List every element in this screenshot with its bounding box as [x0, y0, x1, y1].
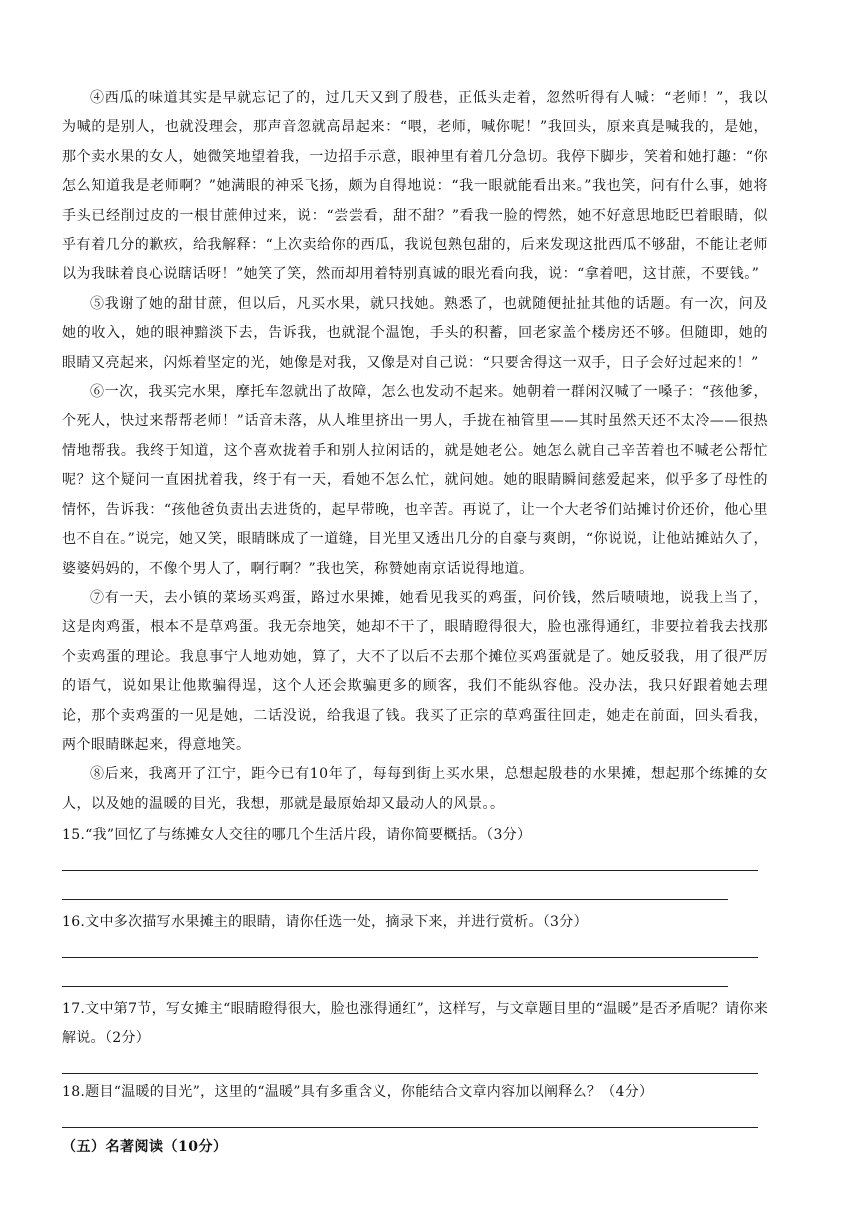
question-18: 18.题目“温暖的目光”，这里的“温暖”具有多重含义，你能结合文章内容加以阐释么？（4分） [62, 1084, 654, 1101]
paragraph-8: ⑧后来，我离开了江宁，距今已有10年了，每每到街上买水果，总想起殷巷的水果摊，想起那个练摊的女人，以及她的温暖的目光，我想，那就是最原始却又最动人的风景。。 [62, 766, 768, 812]
answer-line[interactable] [62, 986, 728, 987]
question-17: 17.文中第7节，写女摊主“眼睛瞪得很大，脸也涨得通红”，这样写，与文章题目里的“温暖”是否矛盾呢？请你来解说。（2分） [62, 1001, 768, 1047]
answer-line[interactable] [62, 1073, 758, 1074]
paragraph-7: ⑦有一天，去小镇的菜场买鸡蛋，路过水果摊，她看见我买的鸡蛋，问价钱，然后啧啧地，说我上当了，这是肉鸡蛋，根本不是草鸡蛋。我无奈地笑，她却不干了，眼睛瞪得很大，脸也涨得通红，非要拉着我去找那个卖鸡蛋的理论。我息事宁人地劝她，算了，大不了以后不去那个摊位买鸡蛋就是了。她反驳我，用了很严厉的语气，说如果让他欺骗得逞，这个人还会欺骗更多的顾客，我们不能纵容他。没办法，我只好跟着她去理论，那个卖鸡蛋的一见是她，二话没说，给我退了钱。我买了正宗的草鸡蛋往回走，她走在前面，回头看我，两个眼睛眯起来，得意地笑。 [62, 589, 768, 753]
paragraph-4: ④西瓜的味道其实是早就忘记了的，过几天又到了殷巷，正低头走着，忽然听得有人喊：“老师！”，我以为喊的是别人，也就没理会，那声音忽就高昂起来：“喂，老师，喊你呢！”我回头，原来真是喊我的，是她，那个卖水果的女人，她微笑地望着我，一边招手示意，眼神里有着几分急切。我停下脚步，笑着和她打趣：“你怎么知道我是老师啊？”她满眼的神采飞扬，颇为自得地说：“我一眼就能看出来。”我也笑，问有什么事，她将手头已经削过皮的一根甘蔗伸过来，说：“尝尝看，甜不甜？”看我一脸的愕然，她不好意思地眨巴着眼睛，似乎有着几分的歉疚，给我解释：“上次卖给你的西瓜，我说包熟包甜的，后来发现这批西瓜不够甜，不能让老师以为我昧着良心说瞎话呀！”她笑了笑，然而却用着特别真诚的眼光看向我，说：“拿着吧，这甘蔗，不要钱。” [62, 90, 768, 283]
answer-line[interactable] [62, 1127, 758, 1128]
question-15: 15.“我”回忆了与练摊女人交往的哪几个生活片段，请你简要概括。（3分） [62, 827, 532, 844]
answer-line[interactable] [62, 957, 758, 958]
answer-line[interactable] [62, 870, 758, 871]
exam-page [62, 84, 768, 1156]
answer-line[interactable] [62, 899, 728, 900]
paragraph-6: ⑥一次，我买完水果，摩托车忽就出了故障，怎么也发动不起来。她朝着一群闲汉喊了一嗓子：“孩他爹，个死人，快过来帮帮老师！”话音未落，从人堆里挤出一男人，手拢在袖管里——其时虽然天还不太冷——很热情地帮我。我终于知道，这个喜欢拢着手和别人拉闲话的，就是她老公。她怎么就自己辛苦着也不喊老公帮忙呢？这个疑问一直困扰着我，终于有一天，看她不怎么忙，就问她。她的眼睛瞬间慈爱起来，似乎多了母性的情怀，告诉我：“孩他爸负责出去进货的，起早带晚，也辛苦。再说了，让一个大老爷们站摊讨价还价，他心里也不自在。”说完，她又笑，眼睛眯成了一道缝，目光里又透出几分的自豪与爽朗，“你说说，让他站摊站久了，婆婆妈妈的，不像个男人了，啊行啊？”我也笑，称赞她南京话说得地道。 [62, 384, 768, 577]
question-16: 16.文中多次描写水果摊主的眼睛，请你任选一处，摘录下来，并进行赏析。（3分） [62, 914, 588, 931]
section-title: （五）名著阅读（10分） [62, 1139, 228, 1156]
paragraph-5: ⑤我谢了她的甜甘蔗，但以后，凡买水果，就只找她。熟悉了，也就随便扯扯其他的话题。有一次，问及她的收入，她的眼神黯淡下去，告诉我，也就混个温饱，手头的积蓄，回老家盖个楼房还不够。但随即，她的眼睛又亮起来，闪烁着坚定的光，她像是对我，又像是对自己说：“只要舍得这一双手，日子会好过起来的！” [62, 295, 768, 371]
